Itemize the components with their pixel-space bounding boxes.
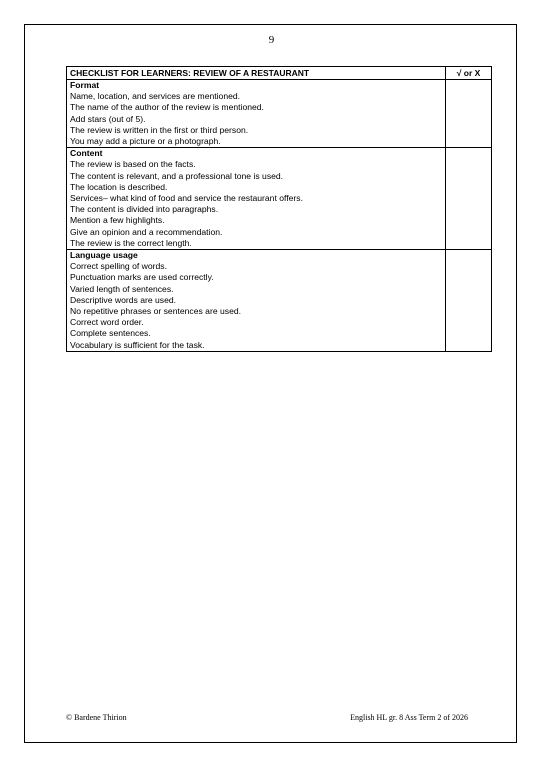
checklist-item: Punctuation marks are used correctly. xyxy=(70,272,214,283)
section-row-content xyxy=(67,148,492,250)
checklist-item: Varied length of sentences. xyxy=(70,283,174,294)
footer-document-info: English HL gr. 8 Ass Term 2 of 2026 xyxy=(350,713,468,722)
page-number: 9 xyxy=(268,34,275,46)
checklist-item: Descriptive words are used. xyxy=(70,294,177,305)
checklist-item: The content is divided into paragraphs. xyxy=(70,204,219,215)
section-row-language-usage xyxy=(67,250,492,352)
section-title-format: Format xyxy=(70,80,100,90)
checklist-item: Vocabulary is sufficient for the task. xyxy=(70,339,205,350)
checklist-item: Give an opinion and a recommendation. xyxy=(70,226,223,237)
table-header-mark: √ or X xyxy=(446,67,492,80)
checklist-item: You may add a picture or a photograph. xyxy=(70,136,221,147)
section-content xyxy=(67,148,446,250)
checklist-item: The name of the author of the review is mentioned. xyxy=(70,102,264,113)
checklist-table xyxy=(66,66,492,352)
checklist-item: Correct spelling of words. xyxy=(70,261,167,272)
mark-cell-content[interactable] xyxy=(446,148,492,250)
table-header-row xyxy=(67,67,492,80)
checklist-item: The review is written in the first or third person. xyxy=(70,124,249,135)
checklist-item: Add stars (out of 5). xyxy=(70,113,146,124)
checklist-item: The review is based on the facts. xyxy=(70,159,196,170)
section-format xyxy=(67,80,446,148)
checklist-item: The review is the correct length. xyxy=(70,237,192,248)
mark-cell-format[interactable] xyxy=(446,80,492,148)
checklist-item: The content is relevant, and a professional tone is used. xyxy=(70,170,284,181)
section-title-language-usage: Language usage xyxy=(70,250,138,261)
checklist-item: Mention a few highlights. xyxy=(70,215,165,226)
checklist-item: Complete sentences. xyxy=(70,328,151,339)
checklist-item: Name, location, and services are mentioned. xyxy=(70,91,241,102)
checklist-item: Services– what kind of food and service the restaurant offers. xyxy=(70,193,303,204)
section-row-format xyxy=(67,80,492,148)
checklist-item: Correct word order. xyxy=(70,317,144,328)
mark-cell-language-usage[interactable] xyxy=(446,250,492,352)
checklist-item: No repetitive phrases or sentences are used. xyxy=(70,306,242,317)
table-header-title: CHECKLIST FOR LEARNERS: REVIEW OF A RESTAURANT xyxy=(67,67,446,80)
section-language-usage xyxy=(67,250,446,352)
section-title-content: Content xyxy=(70,148,103,159)
checklist-item: The location is described. xyxy=(70,181,168,192)
footer-copyright: © Bardene Thirion xyxy=(66,713,127,722)
